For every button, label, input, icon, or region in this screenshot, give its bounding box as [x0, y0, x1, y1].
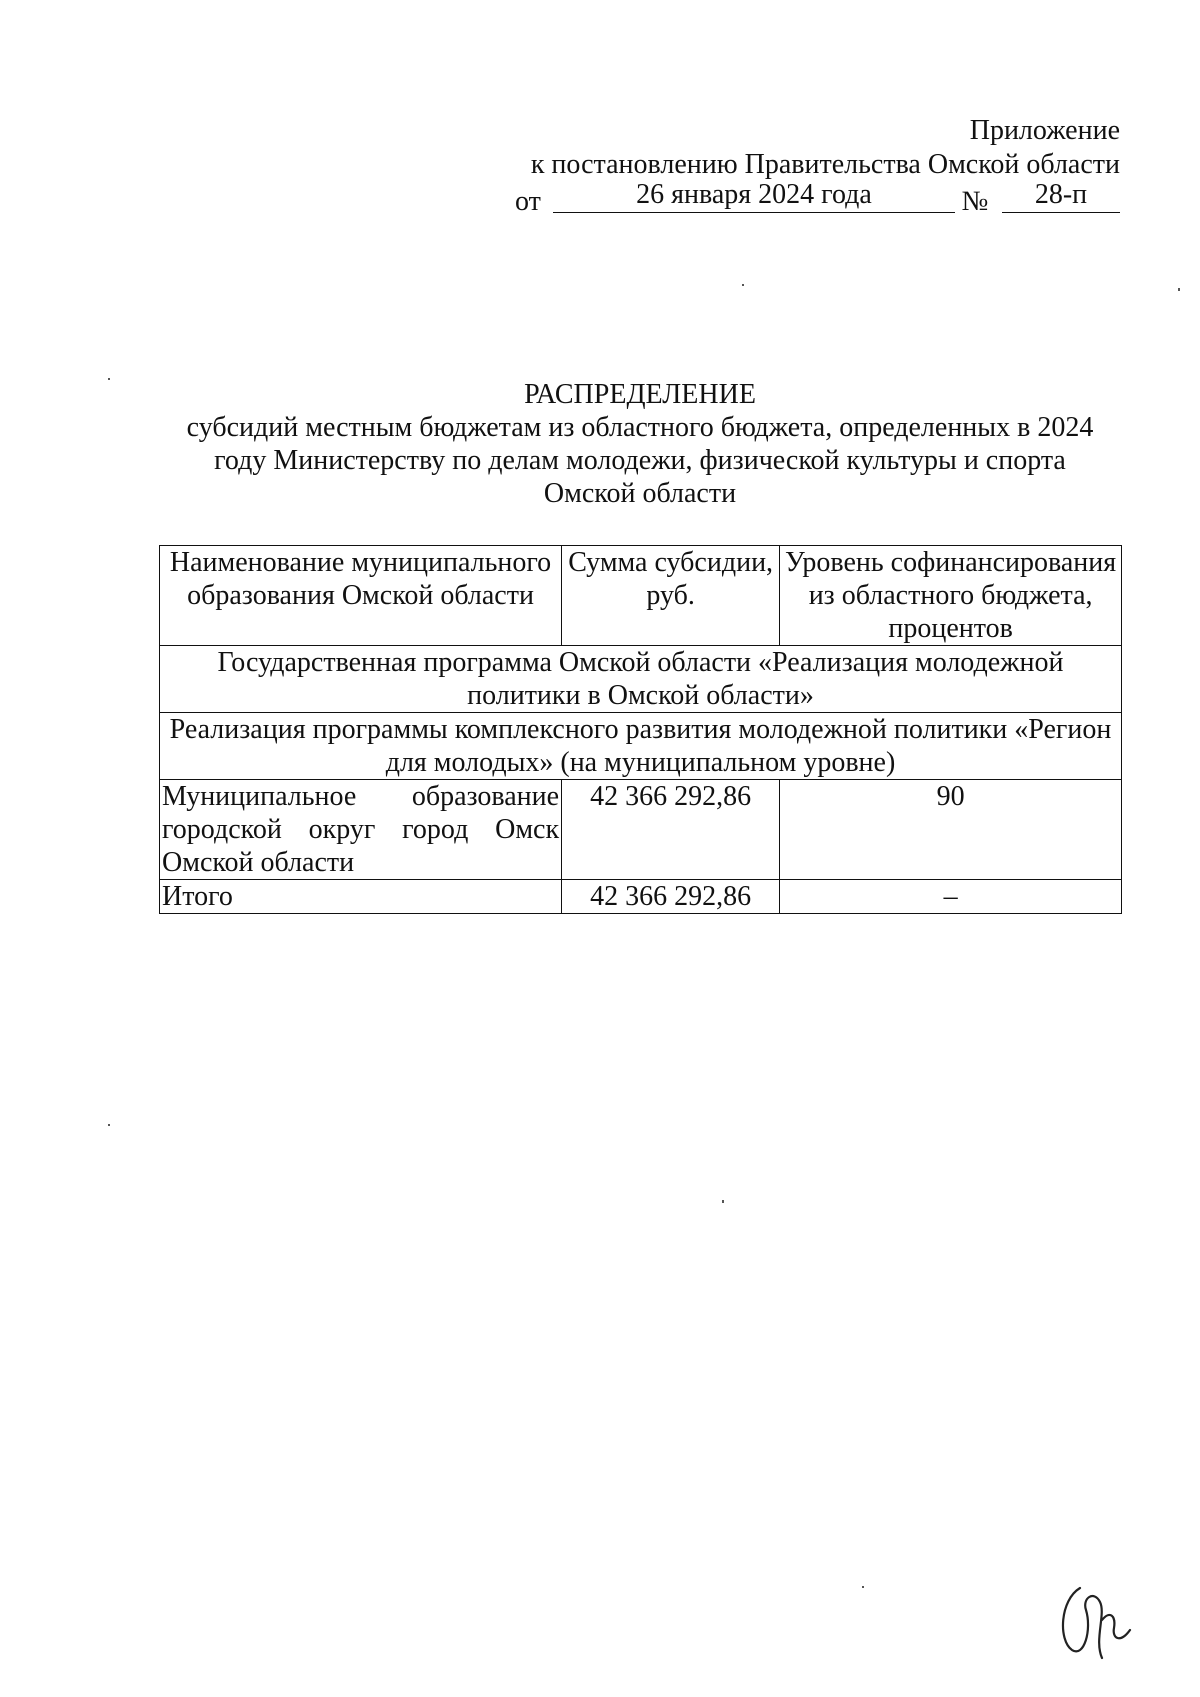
number-sign: №: [961, 186, 989, 217]
table-row: [160, 780, 1122, 880]
document-title: [160, 378, 1120, 510]
scan-speck: [722, 1200, 724, 1203]
subprogram-row: [160, 713, 1122, 780]
resolution-date: 26 января 2024 года: [553, 178, 955, 213]
total-amount: 42 366 292,86: [562, 880, 780, 914]
cofinancing-level: 90: [780, 780, 1122, 880]
total-row: [160, 880, 1122, 914]
total-label: Итого: [160, 880, 562, 914]
signature-icon: [1050, 1580, 1145, 1665]
resolution-number: 28-п: [1002, 178, 1120, 213]
title-line-1: субсидий местным бюджетам из областного бюджета, определенных в 2024: [186, 412, 1094, 443]
from-label: от: [515, 186, 541, 217]
distribution-table: [159, 545, 1122, 914]
title-line-3: Омской области: [543, 478, 737, 509]
header-amount: Сумма субсидии, руб.: [562, 546, 780, 646]
appendix-title: Приложение: [969, 115, 1120, 146]
appendix-resolution-line: к постановлению Правительства Омской области: [530, 149, 1120, 180]
appendix-date-row: [515, 178, 1120, 218]
scan-speck: [108, 378, 110, 380]
table-header-row: [160, 546, 1122, 646]
scan-speck: [742, 284, 744, 286]
title-line-2: году Министерству по делам молодежи, физической культуры и спорта: [214, 445, 1066, 476]
municipality-name: [160, 780, 562, 880]
header-cofinancing-level: Уровень софинансирования из областного бюджета, процентов: [780, 546, 1122, 646]
program-name: Государственная программа Омской области «Реализация молодежной политики в Омской области»: [160, 646, 1122, 713]
subprogram-name: Реализация программы комплексного развития молодежной политики «Регион для молодых» (на муниципальном уровне): [160, 713, 1122, 780]
scan-speck: [108, 1124, 110, 1126]
municipality-name-line-1: Муниципальное образование: [162, 781, 560, 812]
municipality-name-line-3: Омской области: [162, 847, 355, 878]
program-row: [160, 646, 1122, 713]
title-heading: РАСПРЕДЕЛЕНИЕ: [524, 379, 756, 410]
total-level: –: [780, 880, 1122, 914]
scan-speck: [862, 1586, 864, 1588]
scan-speck: [1178, 288, 1180, 291]
subsidy-amount: 42 366 292,86: [562, 780, 780, 880]
municipality-name-line-2: городской округ город Омск: [162, 814, 560, 845]
header-municipality: Наименование муниципального образования Омской области: [160, 546, 562, 646]
